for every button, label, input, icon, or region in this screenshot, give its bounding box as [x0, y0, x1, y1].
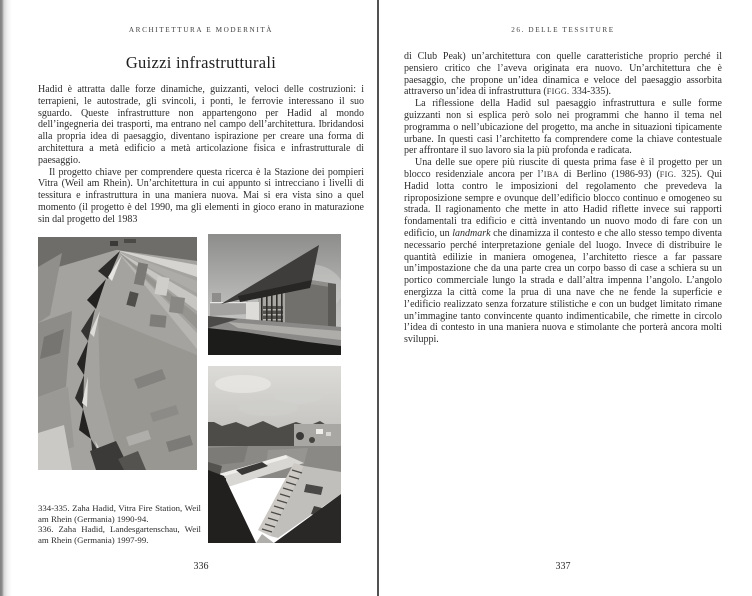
- right-page: [404, 0, 722, 596]
- body-paragraph: Hadid è attratta dalle forze dinamiche, guizzanti, veloci delle costruzioni: i terrapieni, le autostrade, gli svincoli, i ponti, le ferrovie interessano il suo sguardo. Queste infrastrutture non appartengono per Hadid al mondo dell’ingegneria dei trasporti, ma entrano nel campo dell’architettura. Ibridandosi alla propria idea di paesaggio, diventano ispirazione per creare una forma di architettura a metà edificio a metà articolazione fisica e infrastrutturale di paesaggio.: [38, 84, 364, 166]
- figure-landesgartenschau-photo: [208, 366, 341, 543]
- landesgartenschau-image: [208, 366, 341, 543]
- body-paragraph: La riflessione della Hadid sul paesaggio infrastruttura e sulle forme guizzanti non si esplica però solo nei programmi che hanno il tema nel programma o nell’ubicazione del progetto, ma anche in situazioni tipicamente urbane. In questi casi l’architetto fa comprendere come la chiave contestuale per affrontare il suo lavoro sia la più profonda e radicata.: [404, 98, 722, 157]
- left-page: [38, 0, 364, 596]
- figure-caption: [38, 503, 201, 545]
- right-page-body: [404, 51, 722, 346]
- running-head-left: ARCHITETTURA E MODERNITÀ: [128, 26, 274, 34]
- body-paragraph: Una delle sue opere più riuscite di questa prima fase è il progetto per un blocco residenziale ancora per l’IBA di Berlino (1986-93) (FIG. 325). Qui Hadid lotta contro le imposizioni del regolamento che prevedeva la riproposizione sempre e ovunque dell’edificio blocco continuo e omogeneo su strada. Il ragionamento che mette in atto Hadid riflette invece sui rapporti fondamentali tra edificio e città inventando un nuovo modo di fare con un edificio, un landmark che dinamizza il contesto e che allo stesso tempo diventa necessario perché interpretazione geniale del luogo. Invece di distribuire le quantità edilizie in maniera omogenea, l’architetto riesce a far passare un’impostazione che da una parte crea un corpo basso di case a schiera su un portico commerciale lungo la strada e dall’altra impenna l’angolo. L’angolo energizza la città come la prua di una nave che ne fende la superficie e l’edificio realizzato senza forzature stilistiche e con un budget limitato rimane un’immagine tanto convincente quanto indimenticabile, che rimette in circolo l’idea di contesto in una maniera nuova e stimolante che porterà ancora molti sviluppi.: [404, 157, 722, 346]
- section-title: Guizzi infrastrutturali: [125, 53, 277, 72]
- left-page-body: [38, 84, 364, 226]
- page-edge-shadow: [0, 0, 12, 596]
- page-gutter-divider: [377, 0, 379, 596]
- vitra-photo-image: [208, 234, 341, 355]
- caption-entry: 334-335. Zaha Hadid, Vitra Fire Station, Weil am Rhein (Germania) 1990-94.: [38, 503, 201, 524]
- body-paragraph: di Club Peak) un’architettura con quelle caratteristiche proprio perché il pensiero critico che l’aveva originata era nuovo. Un’architettura che è paesaggio, che propone un’idea dinamica e veloce del paesaggio assorbita attraverso un’idea di infrastruttura (FIGG. 334-335).: [404, 51, 722, 98]
- page-number-left: 336: [193, 561, 209, 572]
- caption-entry: 336. Zaha Hadid, Landesgartenschau, Weil am Rhein (Germania) 1997-99.: [38, 524, 201, 545]
- figure-vitra-fire-station-photo: [208, 234, 341, 355]
- figure-vitra-fire-station-painting: [38, 237, 197, 470]
- body-paragraph: Il progetto chiave per comprendere questa ricerca è la Stazione dei pompieri Vitra (Weil am Rhein). Un’architettura in cui appunto si intrecciano i livelli di tessitura e infrastruttura in una maniera nuova. Mai si era vista sino a quel momento (il progetto è del 1990, ma gli elementi in gioco erano in maturazione sin dal progetto del 1983: [38, 166, 364, 225]
- vitra-painting-image: [38, 237, 197, 470]
- running-head-right: 26. DELLE TESSITURE: [511, 26, 615, 34]
- page-number-right: 337: [555, 561, 571, 572]
